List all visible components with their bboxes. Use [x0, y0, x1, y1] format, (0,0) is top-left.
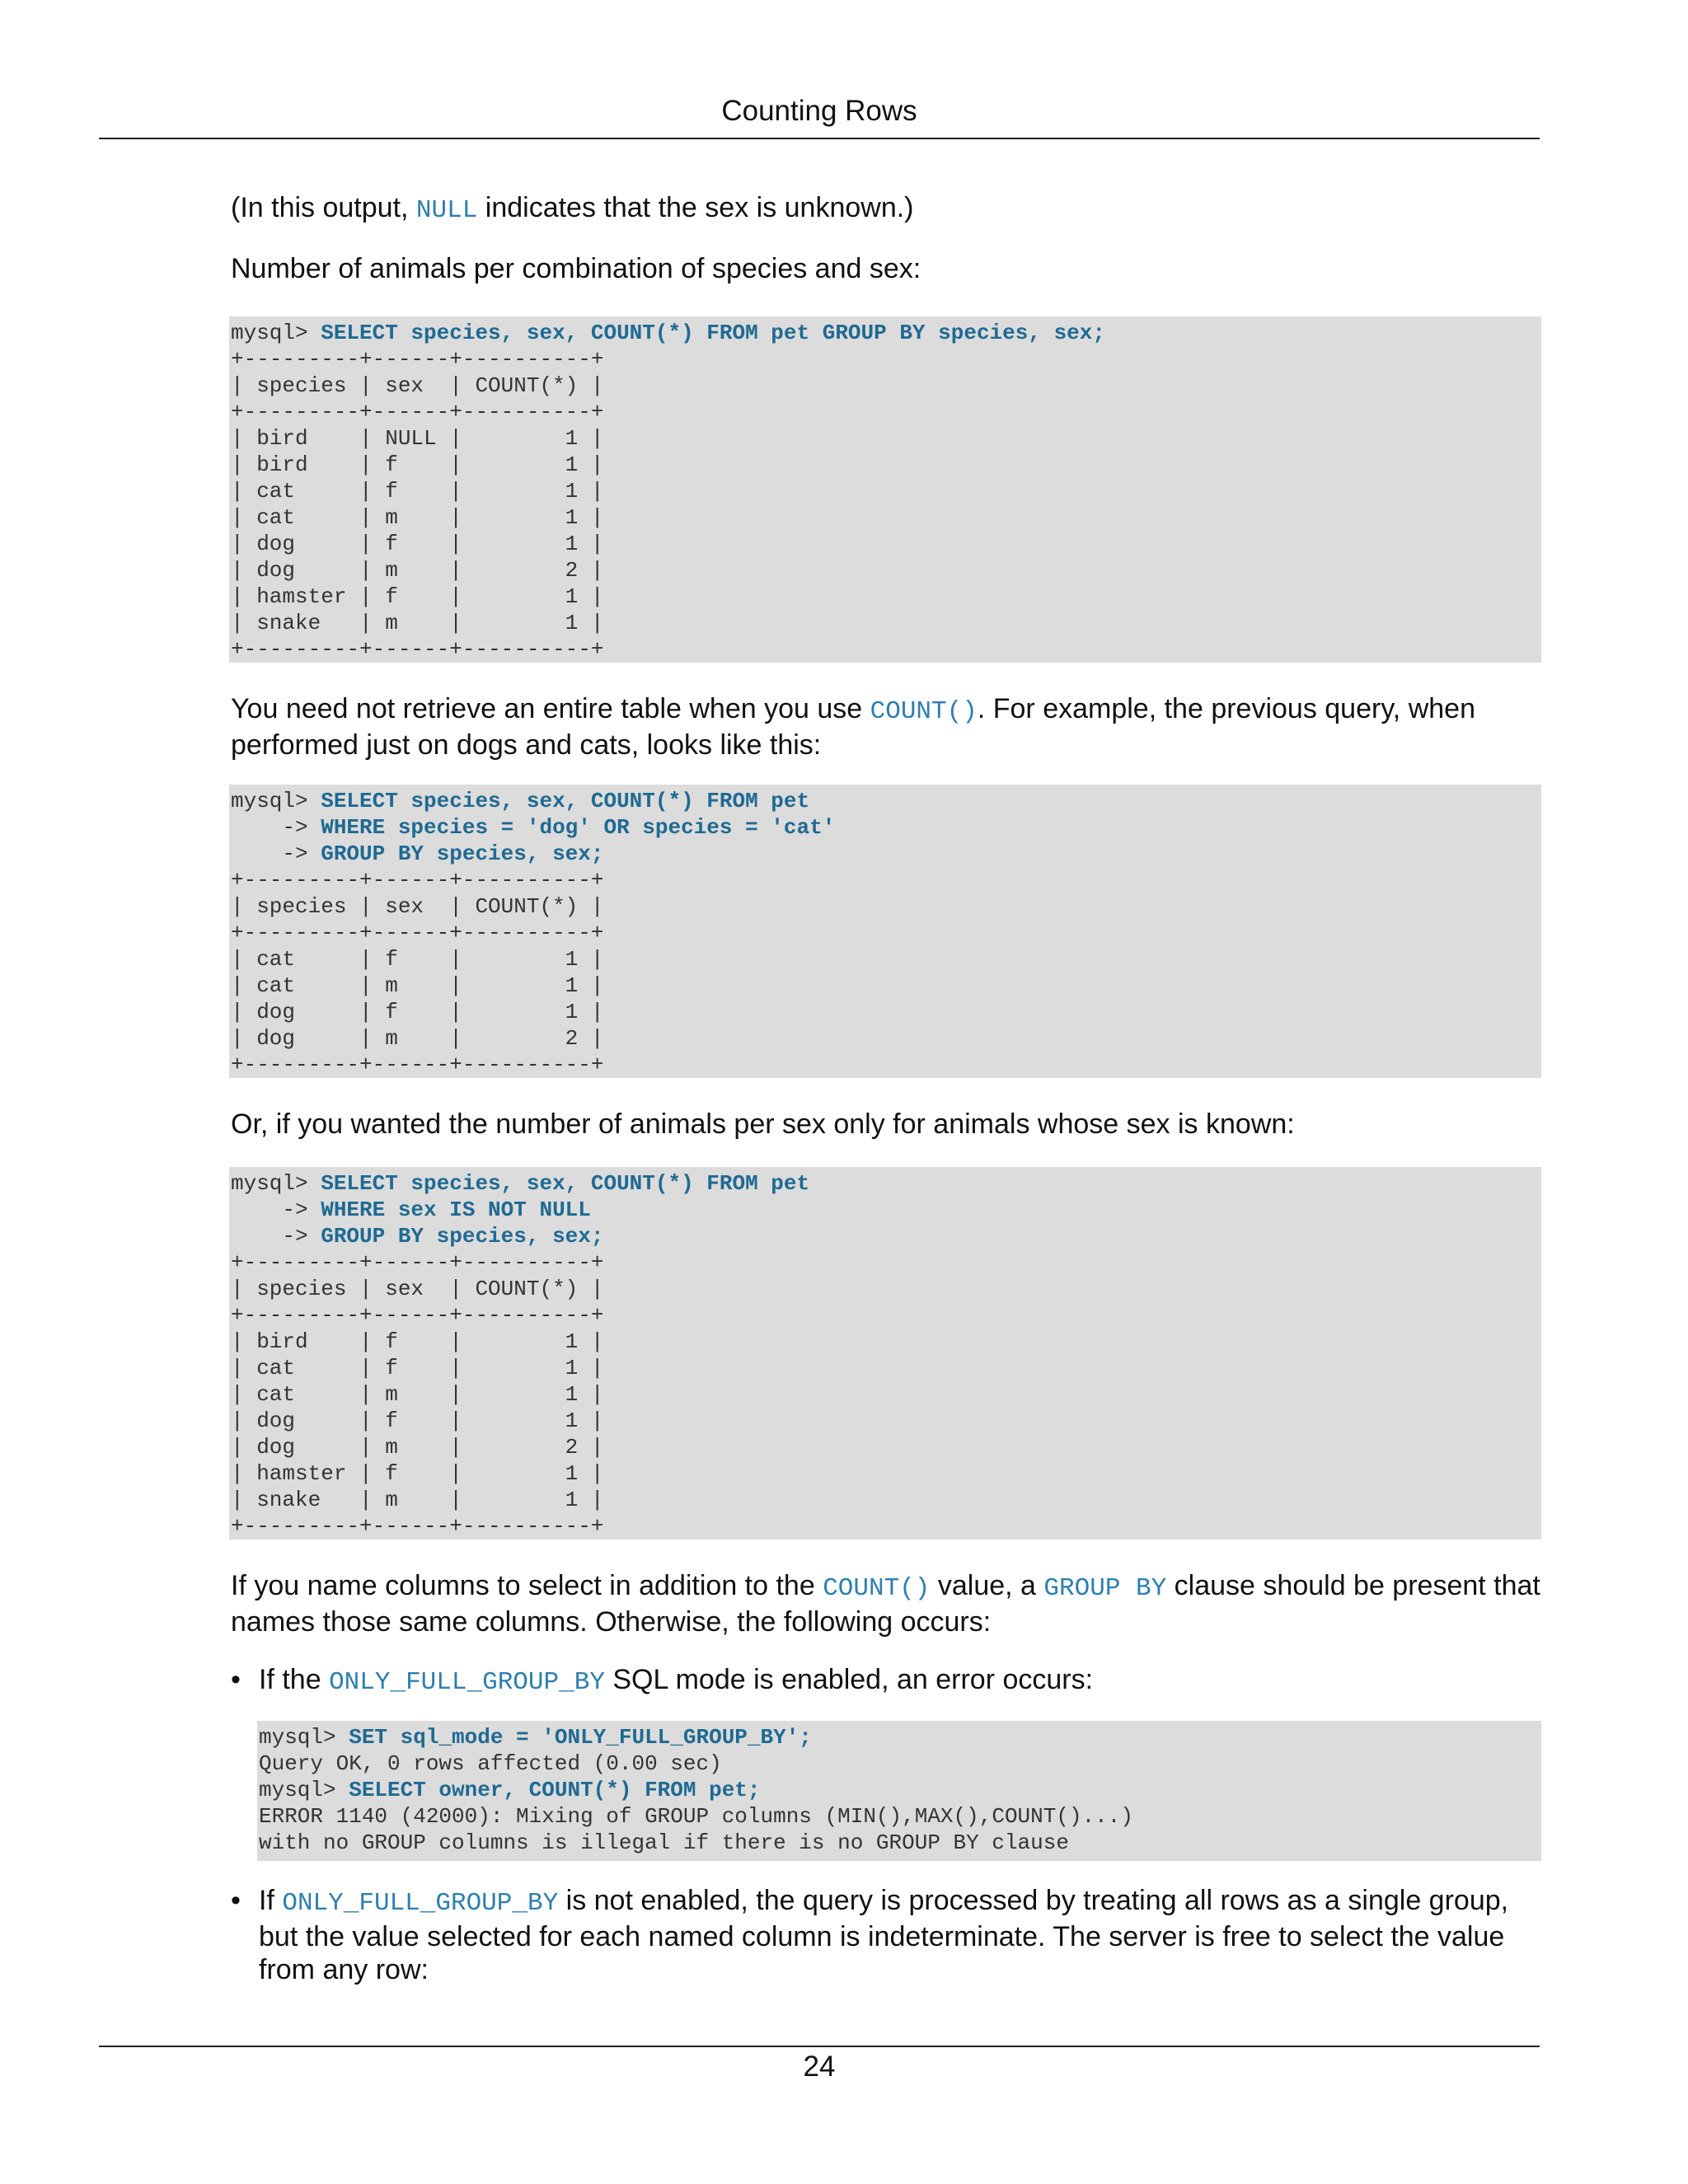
code-block-dogs-and-cats: [229, 785, 1541, 1078]
mysql-prompt: mysql>: [259, 1778, 349, 1802]
result-line: +---------+------+----------+: [231, 637, 604, 662]
error-line: with no GROUP columns is illegal if there is no GROUP BY clause: [259, 1830, 1069, 1855]
sql-query: SELECT species, sex, COUNT(*) FROM pet: [321, 1171, 810, 1196]
result-line: | dog | m | 2 |: [231, 1026, 604, 1051]
bullet-icon: •: [231, 1885, 241, 1916]
text: If you name columns to select in addition to the: [231, 1570, 823, 1601]
result-line: | snake | m | 1 |: [231, 1488, 604, 1512]
sql-query: SELECT owner, COUNT(*) FROM pet;: [349, 1778, 761, 1802]
result-line: +---------+------+----------+: [231, 1303, 604, 1328]
bullet-text: [259, 1663, 1541, 1699]
result-line: +---------+------+----------+: [231, 1514, 604, 1539]
code-block-error-example: [257, 1721, 1541, 1861]
result-line: | cat | f | 1 |: [231, 479, 604, 504]
continuation-prompt: ->: [231, 1224, 321, 1249]
result-line: | cat | m | 1 |: [231, 973, 604, 998]
bullet-item-mode-enabled: [231, 1663, 1541, 1699]
result-line: | species | sex | COUNT(*) |: [231, 894, 604, 919]
bullet-text: [259, 1884, 1541, 1986]
result-line: | dog | m | 2 |: [231, 1435, 604, 1460]
inline-code-group-by: GROUP BY: [1043, 1574, 1167, 1603]
inline-code-count: COUNT(): [823, 1574, 931, 1603]
result-line: | cat | m | 1 |: [231, 505, 604, 530]
result-line: | bird | f | 1 |: [231, 1329, 604, 1354]
code-line-query: [231, 841, 1541, 867]
text: is not enabled, the query is processed by treating all rows as a single group, but the value selected for each named column is indeterminate. The server is free to select the value from any row:: [259, 1885, 1509, 1985]
mysql-prompt: mysql>: [259, 1725, 349, 1750]
result-line: +---------+------+----------+: [231, 347, 604, 372]
result-line: | species | sex | COUNT(*) |: [231, 373, 604, 398]
page-number: 24: [803, 2050, 836, 2083]
sql-query: WHERE sex IS NOT NULL: [321, 1197, 591, 1222]
text: clause should be present that names those same columns. Otherwise, the following occurs:: [231, 1570, 1540, 1638]
result-line: +---------+------+----------+: [231, 868, 604, 893]
result-line: | bird | f | 1 |: [231, 452, 604, 477]
code-block-sex-not-null: [229, 1167, 1541, 1540]
result-line: | snake | m | 1 |: [231, 611, 604, 635]
code-line-query: [259, 1724, 1541, 1750]
sql-query: SELECT species, sex, COUNT(*) FROM pet: [321, 789, 810, 813]
result-line: | species | sex | COUNT(*) |: [231, 1277, 604, 1301]
inline-code-count: COUNT(): [870, 697, 978, 726]
result-line: +---------+------+----------+: [231, 1052, 604, 1077]
paragraph-group-by-requirement: [231, 1569, 1541, 1638]
paragraph-count-usage: [231, 692, 1541, 762]
result-line: +---------+------+----------+: [231, 400, 604, 424]
mysql-prompt: mysql>: [231, 321, 321, 345]
inline-code-sql-mode: ONLY_FULL_GROUP_BY: [329, 1668, 605, 1697]
paragraph-species-sex: Number of animals per combination of species and sex:: [231, 253, 921, 284]
paragraph-sex-known: Or, if you wanted the number of animals per sex only for animals whose sex is known:: [231, 1108, 1295, 1140]
code-line-query: [231, 788, 1541, 814]
text: (In this output,: [231, 192, 416, 223]
sql-query: GROUP BY species, sex;: [321, 1224, 604, 1249]
paragraph-null-note: [231, 191, 914, 227]
error-line: ERROR 1140 (42000): Mixing of GROUP columns (MIN(),MAX(),COUNT()...): [259, 1804, 1133, 1829]
result-line: | hamster | f | 1 |: [231, 1461, 604, 1486]
inline-code-null: NULL: [415, 196, 478, 225]
text: . For example, the previous query, when performed just on dogs and cats, looks like this:: [231, 693, 1475, 761]
result-line: | cat | f | 1 |: [231, 1356, 604, 1380]
text: indicates that the sex is unknown.): [477, 192, 914, 223]
code-line-query: [231, 814, 1541, 841]
result-line: | hamster | f | 1 |: [231, 584, 604, 609]
sql-query: SET sql_mode = 'ONLY_FULL_GROUP_BY';: [349, 1725, 812, 1750]
result-line: | dog | f | 1 |: [231, 1000, 604, 1024]
mysql-prompt: mysql>: [231, 789, 321, 813]
text: If: [259, 1885, 283, 1916]
bullet-icon: •: [231, 1664, 241, 1695]
bullet-item-mode-disabled: [231, 1884, 1541, 1986]
code-line-query: [231, 320, 1541, 346]
result-line: | dog | f | 1 |: [231, 532, 604, 556]
header-rule: [99, 138, 1540, 139]
sql-query: SELECT species, sex, COUNT(*) FROM pet GROUP BY species, sex;: [321, 321, 1105, 345]
result-line: | bird | NULL | 1 |: [231, 426, 604, 451]
result-line: | dog | m | 2 |: [231, 558, 604, 583]
continuation-prompt: ->: [231, 1197, 321, 1222]
result-line: +---------+------+----------+: [231, 1250, 604, 1275]
result-line: | dog | f | 1 |: [231, 1408, 604, 1433]
text: If the: [259, 1664, 330, 1695]
text: SQL mode is enabled, an error occurs:: [604, 1664, 1094, 1695]
sql-query: GROUP BY species, sex;: [321, 841, 604, 866]
code-line-query: [231, 1223, 1541, 1249]
sql-query: WHERE species = 'dog' OR species = 'cat': [321, 815, 836, 840]
code-line-query: [231, 1197, 1541, 1223]
code-block-group-by-species-sex: [229, 316, 1541, 663]
text: You need not retrieve an entire table when you use: [231, 693, 870, 724]
inline-code-sql-mode: ONLY_FULL_GROUP_BY: [282, 1889, 559, 1918]
mysql-prompt: mysql>: [231, 1171, 321, 1196]
continuation-prompt: ->: [231, 841, 321, 866]
result-line: | cat | m | 1 |: [231, 1382, 604, 1407]
text: value, a: [930, 1570, 1044, 1601]
code-line-query: [231, 1170, 1541, 1197]
continuation-prompt: ->: [231, 815, 321, 840]
result-line: +---------+------+----------+: [231, 921, 604, 945]
page-header-title: Counting Rows: [721, 95, 917, 127]
result-line: | cat | f | 1 |: [231, 947, 604, 972]
code-line-query: [259, 1777, 1541, 1803]
result-line: Query OK, 0 rows affected (0.00 sec): [259, 1751, 722, 1776]
